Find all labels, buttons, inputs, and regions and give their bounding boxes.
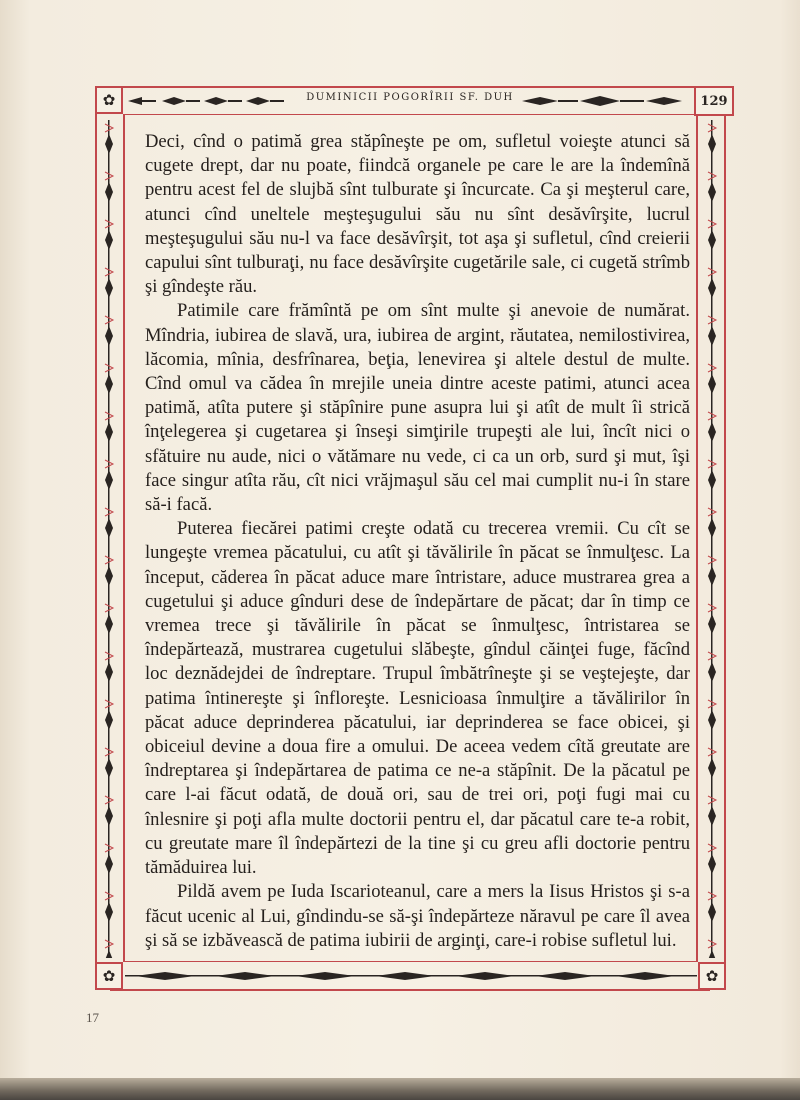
header-ornament-right	[520, 94, 690, 108]
flower-icon: ✿	[102, 90, 116, 109]
page-number: 129	[694, 86, 734, 116]
right-ornament-column	[702, 120, 722, 958]
frame-right-inner-line	[696, 114, 698, 962]
bottom-ornament-band	[125, 967, 697, 985]
page-bottom-shadow	[0, 1078, 800, 1100]
frame-left-inner-line	[123, 114, 125, 962]
frame-left-line	[95, 114, 97, 962]
frame-bottom-line	[110, 989, 710, 991]
paragraph: Pildă avem pe Iuda Iscarioteanul, care a mers la Iisus Hristos şi s-a făcut ucenic al Lui, gîndindu-se să-şi îndepărteze năravul pe care îl avea şi să se izbăvească de patima iubirii de arginţi, care-i robise sufletul lui.	[145, 881, 690, 951]
left-ornament-column	[99, 120, 119, 958]
paragraph: Puterea fiecărei patimi creşte odată cu trecerea vremii. Cu cît se lungeşte vremea păcatului, cu atît şi tăvălirile în păcat se înmulţesc. La început, căderea în păcat aduce mare întristare, aduce mustrarea grea a cugetului şi aduce gînduri dese de îndepărtare de păcat; dar în timp ce vremea trece şi tăvălirile în păcat se înmulţesc, întristarea se îndepărtează, mustrarea cugetului slăbeşte, gîndul căinţei fuge, făcînd loc deznădejdei de îndreptare. Trupul îmbătrîneşte şi se veştejeşte, dar patima întinereşte şi înfloreşte. Lesnicioasa înmulţire a tăvălirilor în păcat aduce deprinderea păcatului, iar deprinderea se face obicei, şi obiceiul devine a doua fire a omului. De aceea vedem cîtă greutate are îndreptarea şi îndepărtarea de patima ce ne-a stăpînit. De la păcatul pe care l-ai făcut odată, de două ori, sau de trei ori, poţi fugi mai cu înlesnire şi poţi afla multe doctorii pentru el, dar păcatul care te-a robit, cu greutate mare îl îndepărtezi de la tine şi cu greu afli doctorie pentru tămăduirea lui.	[145, 518, 690, 879]
corner-top-left	[95, 86, 123, 114]
frame-right-line	[724, 114, 726, 962]
main-text	[145, 130, 690, 953]
header-ornament-left	[128, 94, 288, 108]
paragraph: Deci, cînd o patimă grea stăpîneşte pe om, sufletul voieşte atunci să cugete drept, dar nu poate, fiindcă organele pe care le are la îndemînă pentru acest fel de slujbă sînt tulburate şi încurcate. Ca şi meşterul care, atunci cînd uneltele meşteşugului său nu sînt desăvîrşite, lucrul meşteşugului său nu-l va face desăvîrşit, tot aşa şi sufletul, cînd creierii capului sînt tulburaţi, nu face desăvîrşite cugetările sale, ci cugetă strîmb şi gîndeşte rău.	[145, 131, 690, 298]
frame-bottom-inner-line	[124, 961, 696, 962]
flower-icon: ✿	[102, 966, 116, 985]
paragraph: Patimile care frămîntă pe om sînt multe şi anevoie de numărat. Mîndria, iubirea de slavă, ura, iubirea de argint, răutatea, nemilostivirea, lăcomia, mînia, desfrînarea, beţia, lenevirea şi altele destul de multe. Cînd omul va cădea în mrejile uneia dintre aceste patimi, atunci acea patimă, atîta putere şi stăpînire pune asupra lui şi atît de mult îi strică înţelegerea şi cugetarea şi înseşi simţirile trupeşti ale lui, încît nici o sfătuire nu aude, nici o vătămare nu vede, ci ca un orb, surd şi mut, îşi face singur atîta rău, cît nici vrăjmaşul său cel mai cumplit nu-i în stare să-i facă.	[145, 300, 690, 516]
running-header-title: DUMINICII POGORÎRII SF. DUH	[306, 92, 514, 103]
corner-bottom-right	[698, 962, 726, 990]
flower-icon: ✿	[705, 966, 719, 985]
corner-bottom-left	[95, 962, 123, 990]
frame-top-line	[110, 86, 694, 88]
frame-top-inner-line	[124, 114, 694, 115]
signature-mark: 17	[86, 1010, 99, 1025]
